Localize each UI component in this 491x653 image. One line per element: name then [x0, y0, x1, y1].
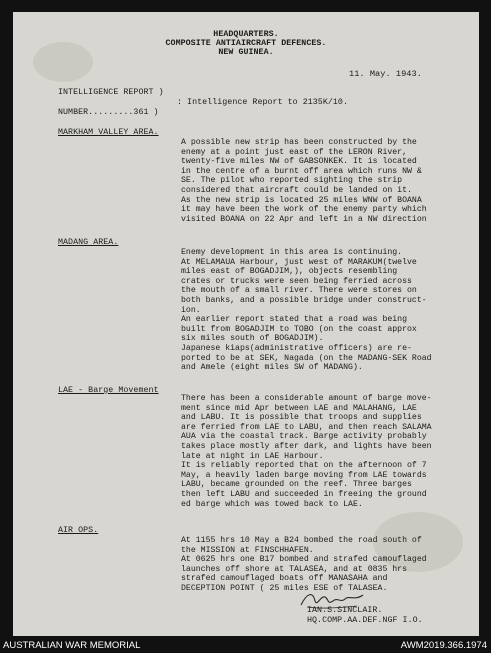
body-line: May, a heavily laden barge moving from LAE towards [181, 470, 427, 480]
body-line: it may have been the work of the enemy party which [181, 205, 427, 215]
body-line: late at night in LAE Harbour. [181, 451, 324, 461]
body-line: ion. [181, 305, 201, 315]
body-line: AUA via the coastal track. Barge activity probably [181, 432, 427, 442]
body-line: At 0625 hrs one B17 bombed and strafed camouflaged [181, 555, 427, 565]
section-body-air-ops [181, 536, 473, 594]
body-line: takes place mostly after dark, and lights have been [181, 441, 432, 451]
body-line: At 1155 hrs 10 May a B24 bombed the road south of [181, 536, 422, 545]
header-line-1: HEADQUARTERS. [213, 30, 279, 39]
archive-footer [0, 637, 491, 653]
header-line-2: COMPOSITE ANTIAIRCRAFT DEFENCES. [165, 39, 327, 48]
body-line: six miles south of BOGADJIM). [181, 334, 324, 344]
body-line: the MISSION at FINSCHHAFEN. [181, 545, 314, 555]
body-line: then left LABU and succeeded in freeing the ground [181, 489, 427, 499]
body-line: built from BOGADJIM to TOBO (on the coast approx [181, 324, 417, 334]
body-line: miles east of BOGADJIM,), objects resembling [181, 267, 398, 277]
body-line: Enemy development in this area is continuing. [181, 248, 403, 257]
report-label: INTELLIGENCE REPORT ) [58, 88, 164, 97]
report-date: 11. May. 1943. [349, 69, 422, 79]
footer-institution: AUSTRALIAN WAR MEMORIAL [3, 640, 141, 651]
section-heading-markham: MARKHAM VALLEY AREA. [58, 128, 159, 137]
body-line: ported to be at SEK, Nagada (on the MADANG-SEK Road [181, 353, 432, 363]
body-line: twenty-five miles NW of GABSONKEK. It is located [181, 157, 417, 167]
body-line: considered that aircraft could be landed on it. [181, 185, 412, 195]
body-line: visited BOANA on 22 Apr and left in a NW direction [181, 214, 427, 224]
signatory-title: HQ.COMP.AA.DEF.NGF I.O. [307, 616, 423, 625]
section-heading-air-ops: AIR OPS. [58, 526, 99, 535]
footer-accession-number: AWM2019.366.1974 [400, 640, 487, 651]
body-line: As the new strip is located 25 miles WNW of BOANA [181, 195, 422, 205]
body-line: Japanese kiaps(administrative officers) are re- [181, 343, 412, 353]
body-line: DECEPTION POINT ( 25 miles ESE of TALASEA. [181, 583, 388, 593]
body-line: There has been a considerable amount of barge move- [181, 394, 432, 403]
body-line: strafed camouflaged boats off MANASAHA and [181, 574, 388, 584]
body-line: launches off shore at TALASEA, and at 0835 hrs [181, 564, 408, 574]
body-line: ment since mid Apr between LAE and MALAHANG, LAE [181, 403, 417, 413]
body-line: LABU, became grounded on the reef. Three barges [181, 480, 412, 490]
body-line: crates or trucks were seen being ferried across [181, 276, 412, 286]
body-line: are ferried from LAE to LABU, and then reach SALAMA [181, 422, 432, 432]
section-body-markham [181, 138, 473, 224]
body-line: A possible new strip has been constructed by the [181, 138, 417, 147]
document-page [13, 12, 479, 636]
header-line-3: NEW GUINEA. [218, 48, 274, 57]
body-line: the mouth of a small river. There were stores on [181, 286, 417, 296]
body-line: in the centre of a burnt off area which runs NW & [181, 166, 422, 176]
report-number: NUMBER.........361 ) [58, 108, 159, 117]
body-line: SE. The pilot who reported sighting the strip [181, 176, 403, 186]
report-reference: : Intelligence Report to 2135K/10. [177, 98, 348, 107]
section-heading-lae: LAE - Barge Movement [58, 386, 159, 395]
body-line: At MELAMAUA Harbour, just west of MARAKUM(twelve [181, 257, 417, 267]
body-line: and LABU. It is possible that troops and supplies [181, 413, 422, 423]
body-line: both banks, and a possible bridge under construct- [181, 295, 427, 305]
signatory-name: IAN.S.SINCLAIR. [307, 606, 383, 615]
section-body-lae [181, 394, 473, 509]
section-body-madang [181, 248, 473, 373]
body-line: enemy at a point just east of the LERON River, [181, 147, 408, 157]
body-line: ed barge which was towed back to LAE. [181, 499, 363, 509]
section-heading-madang: MADANG AREA. [58, 238, 119, 247]
body-line: An earlier report stated that a road was being [181, 315, 408, 325]
body-line: and Amele (eight miles SW of MADANG). [181, 363, 363, 373]
body-line: It is reliably reported that on the afternoon of 7 [181, 461, 427, 471]
